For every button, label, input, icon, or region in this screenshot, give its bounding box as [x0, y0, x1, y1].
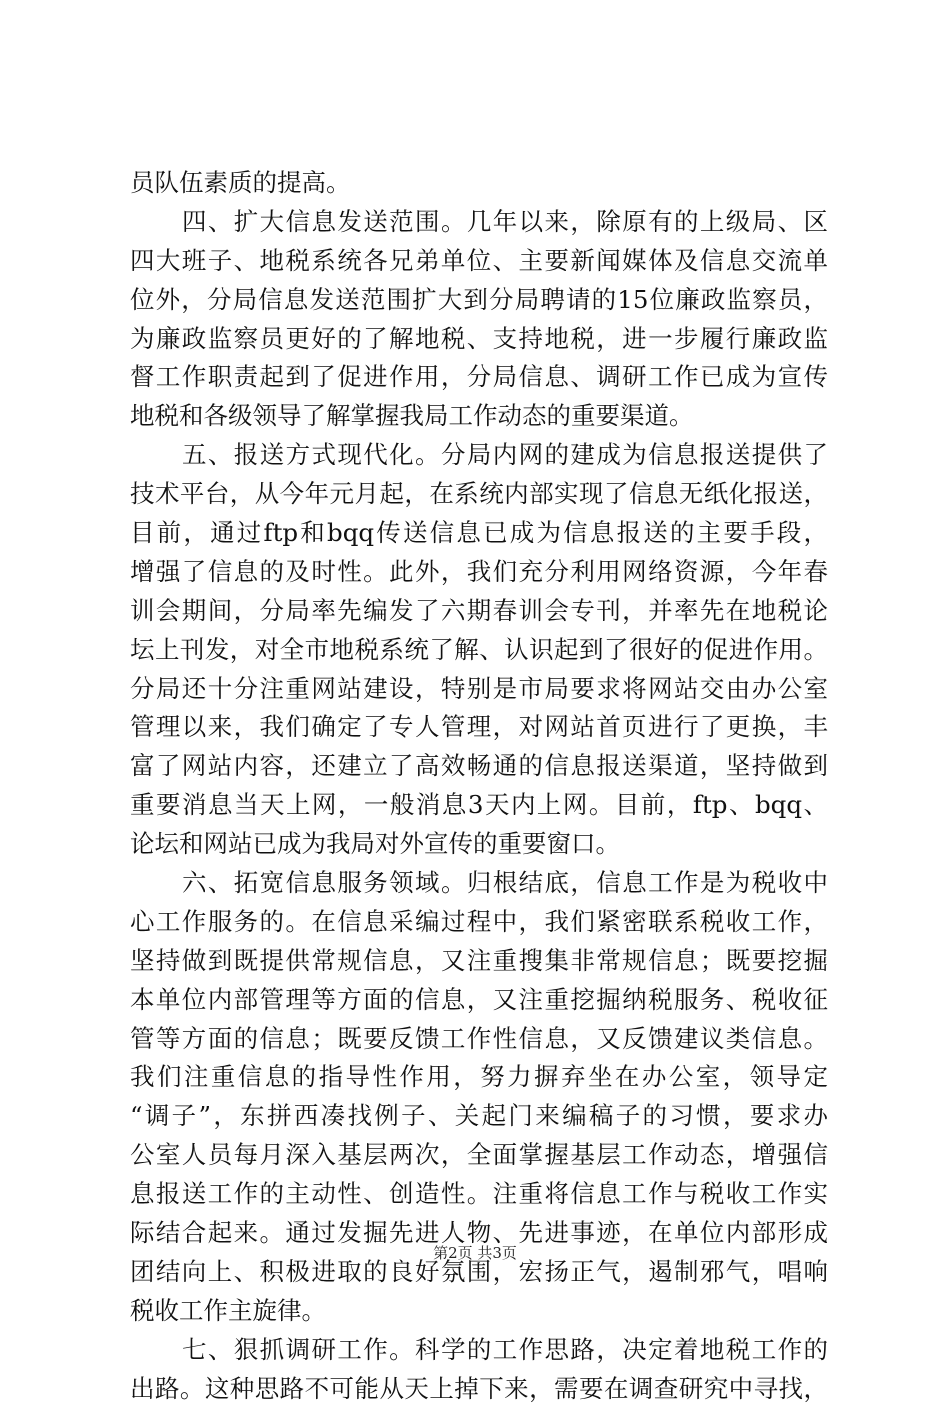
text-line: 督工作职责起到了促进作用，分局信息、调研工作已成为宣传	[130, 362, 828, 392]
text-line: 公室人员每月深入基层两次，全面掌握基层工作动态，增强信	[130, 1140, 828, 1170]
text-line: 管理以来，我们确定了专人管理，对网站首页进行了更换，丰	[130, 712, 828, 742]
page-footer: 第2页 共3页	[433, 1244, 517, 1262]
document-body	[130, 164, 828, 1409]
text-line: 技术平台，从今年元月起，在系统内部实现了信息无纸化报送，	[130, 479, 828, 509]
text-line: 际结合起来。通过发掘先进人物、先进事迹，在单位内部形成	[130, 1218, 828, 1248]
text-line: 本单位内部管理等方面的信息，又注重挖掘纳税服务、税收征	[130, 984, 828, 1014]
text-line: 五、报送方式现代化。分局内网的建成为信息报送提供了	[182, 440, 828, 470]
text-line: 四大班子、地税系统各兄弟单位、主要新闻媒体及信息交流单	[130, 245, 828, 275]
text-line: 七、狠抓调研工作。科学的工作思路，决定着地税工作的	[182, 1334, 828, 1364]
text-line: 富了网站内容，还建立了高效畅通的信息报送渠道，坚持做到	[130, 751, 828, 781]
text-line: 训会期间，分局率先编发了六期春训会专刊，并率先在地税论	[130, 595, 828, 625]
text-line: 地税和各级领导了解掌握我局工作动态的重要渠道。	[130, 401, 694, 431]
text-line: 坚持做到既提供常规信息，又注重搜集非常规信息；既要挖掘	[130, 945, 828, 975]
text-line: 为廉政监察员更好的了解地税、支持地税，进一步履行廉政监	[130, 323, 828, 353]
text-line: 位外，分局信息发送范围扩大到分局聘请的15位廉政监察员，	[130, 284, 828, 314]
text-line: 分局还十分注重网站建设，特别是市局要求将网站交由办公室	[130, 673, 828, 703]
text-line: 管等方面的信息；既要反馈工作性信息，又反馈建议类信息。	[130, 1023, 828, 1053]
text-line: 息报送工作的主动性、创造性。注重将信息工作与税收工作实	[130, 1179, 828, 1209]
text-line: 增强了信息的及时性。此外，我们充分利用网络资源，今年春	[130, 556, 828, 586]
text-line: 我们注重信息的指导性作用，努力摒弃坐在办公室，领导定	[130, 1062, 828, 1092]
text-line: 重要消息当天上网，一般消息3天内上网。目前，ftp、bqq、	[130, 790, 828, 820]
text-line: 出路。这种思路不可能从天上掉下来，需要在调查研究中寻找，	[130, 1373, 828, 1403]
text-line: 心工作服务的。在信息采编过程中，我们紧密联系税收工作，	[130, 906, 828, 936]
text-line: “调子”，东拼西凑找例子、关起门来编稿子的习惯，要求办	[130, 1101, 828, 1131]
text-line: 员队伍素质的提高。	[130, 168, 351, 197]
text-line: 论坛和网站已成为我局对外宣传的重要窗口。	[130, 829, 620, 859]
text-line: 六、拓宽信息服务领域。归根结底，信息工作是为税收中	[182, 868, 828, 898]
text-line: 团结向上、积极进取的良好氛围，宏扬正气，遏制邪气，唱响	[130, 1256, 828, 1286]
text-line: 坛上刊发，对全市地税系统了解、认识起到了很好的促进作用。	[130, 634, 828, 664]
text-line: 四、扩大信息发送范围。几年以来，除原有的上级局、区	[182, 206, 828, 236]
text-line: 税收工作主旋律。	[130, 1295, 326, 1325]
text-line: 目前，通过ftp和bqq传送信息已成为信息报送的主要手段，	[130, 518, 828, 548]
